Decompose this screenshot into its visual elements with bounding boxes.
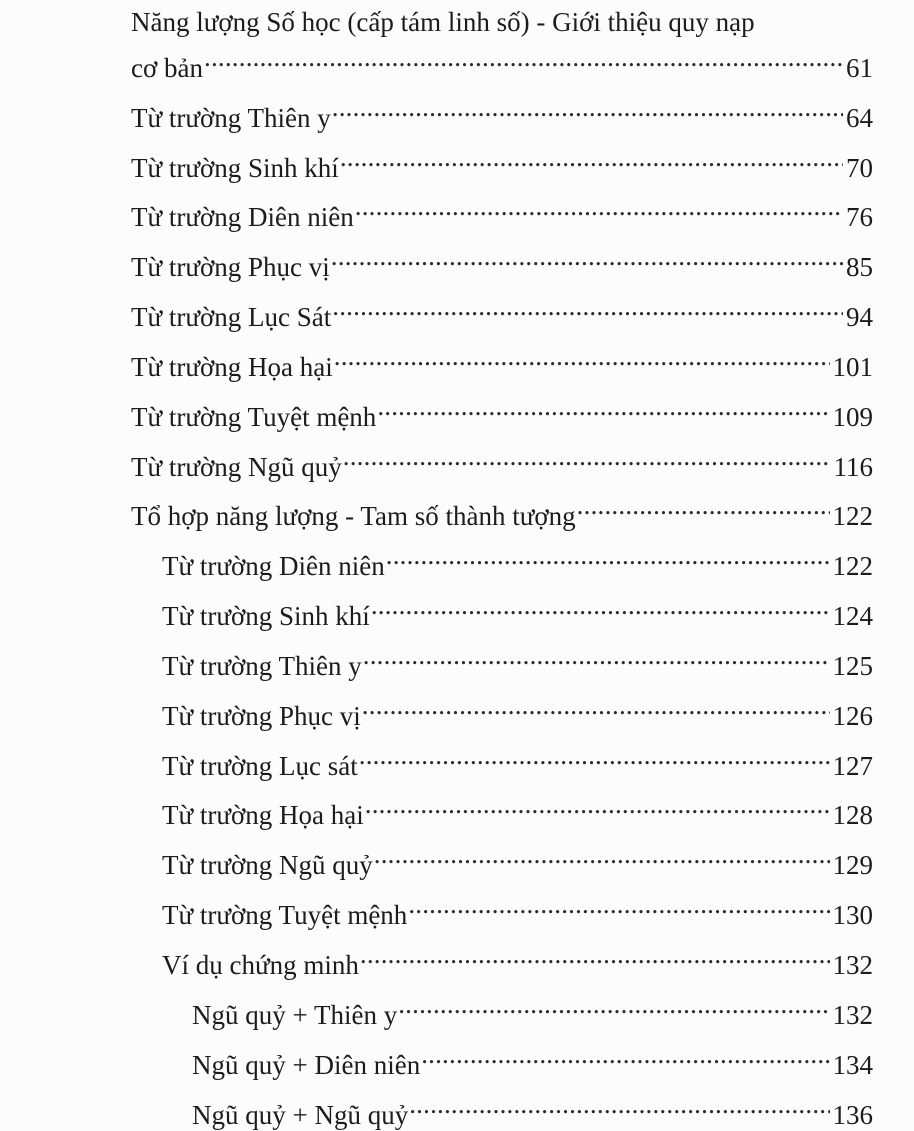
dot-leader xyxy=(374,834,830,874)
toc-entry-title: Từ trường Họa hại xyxy=(162,800,364,830)
toc-page-number: 126 xyxy=(832,701,873,731)
toc-entry-title: Từ trường Diên niên xyxy=(162,551,385,581)
toc-page-number: 127 xyxy=(832,751,873,781)
toc-entry-title: Ngũ quỷ + Thiên y xyxy=(192,1000,398,1030)
toc-page-number: 132 xyxy=(832,1000,873,1030)
toc-subentry[interactable] xyxy=(162,834,873,880)
toc-entry[interactable] xyxy=(131,137,873,183)
dot-leader xyxy=(359,735,830,775)
toc-entry-title: Từ trường Diên niên xyxy=(131,202,354,232)
toc-entry-title: Từ trường Tuyệt mệnh xyxy=(162,900,408,930)
toc-page-number: 76 xyxy=(846,202,873,232)
toc-entry-first-line2[interactable] xyxy=(131,37,873,83)
toc-entry[interactable] xyxy=(131,87,873,133)
dot-leader xyxy=(408,884,829,924)
toc-entry-title: Ngũ quỷ + Diên niên xyxy=(192,1050,421,1080)
toc-subsubentry[interactable] xyxy=(192,1034,873,1080)
toc-page-number: 64 xyxy=(846,103,873,133)
dot-leader xyxy=(360,934,830,974)
toc-entry[interactable] xyxy=(131,236,873,282)
toc-subsubentry[interactable] xyxy=(192,984,873,1030)
toc-entry-title: Từ trường Phục vị xyxy=(131,252,330,282)
toc-page-number: 132 xyxy=(832,950,873,980)
toc-page-number: 94 xyxy=(846,302,873,332)
toc-page-number: 122 xyxy=(832,551,873,581)
dot-leader xyxy=(331,236,843,276)
toc-page-number: 129 xyxy=(832,850,873,880)
toc-subentry[interactable] xyxy=(162,735,873,781)
toc-entry-title: Từ trường Lục Sát xyxy=(131,302,332,332)
dot-leader xyxy=(421,1034,829,1074)
toc-entry-title: Ví dụ chứng minh xyxy=(162,950,359,980)
toc-entry-title: Tổ hợp năng lượng - Tam số thành tượng xyxy=(131,501,576,531)
toc-entry-title: Từ trường Thiên y xyxy=(162,651,362,681)
toc-page-number: 61 xyxy=(846,53,873,83)
toc-entry-first[interactable] xyxy=(131,2,873,42)
toc-subsubentry[interactable] xyxy=(192,1084,873,1130)
dot-leader xyxy=(409,1084,829,1124)
toc-entry[interactable] xyxy=(131,485,873,531)
toc-page-number: 122 xyxy=(832,501,873,531)
toc-entry-title: Từ trường Sinh khí xyxy=(131,153,339,183)
dot-leader xyxy=(371,585,830,625)
toc-subentry[interactable] xyxy=(162,635,873,681)
toc-subentry[interactable] xyxy=(162,784,873,830)
toc-page-number: 128 xyxy=(832,800,873,830)
dot-leader xyxy=(362,685,830,725)
toc-entry-title: Từ trường Ngũ quỷ xyxy=(131,452,342,482)
toc-page-number: 130 xyxy=(832,900,873,930)
dot-leader xyxy=(204,37,843,77)
toc-entry-title: Ngũ quỷ + Ngũ quỷ xyxy=(192,1100,409,1130)
toc-page-number: 136 xyxy=(832,1100,873,1130)
toc-entry-title: Từ trường Họa hại xyxy=(131,352,333,382)
dot-leader xyxy=(343,436,831,476)
toc-entry[interactable] xyxy=(131,186,873,232)
toc-entry-title-line1: Năng lượng Số học (cấp tám linh số) - Giới thiệu quy nạp xyxy=(131,7,755,37)
toc-subentry[interactable] xyxy=(162,934,873,980)
toc-page-number: 124 xyxy=(832,601,873,631)
toc-page-number: 125 xyxy=(832,651,873,681)
toc-subentry[interactable] xyxy=(162,685,873,731)
dot-leader xyxy=(386,535,830,575)
toc-entry[interactable] xyxy=(131,336,873,382)
dot-leader xyxy=(355,186,843,226)
dot-leader xyxy=(334,336,830,376)
toc-entry[interactable] xyxy=(131,386,873,432)
toc-entry[interactable] xyxy=(131,286,873,332)
dot-leader xyxy=(577,485,830,525)
toc-page-number: 134 xyxy=(832,1050,873,1080)
toc-entry-title: Từ trường Thiên y xyxy=(131,103,331,133)
toc-page-number: 109 xyxy=(832,402,873,432)
toc-page-number: 70 xyxy=(846,153,873,183)
toc-entry-title-line2: cơ bản xyxy=(131,53,203,83)
toc-subentry[interactable] xyxy=(162,535,873,581)
toc-entry-title: Từ trường Ngũ quỷ xyxy=(162,850,373,880)
toc-entry-title: Từ trường Lục sát xyxy=(162,751,358,781)
toc-page-number: 116 xyxy=(833,452,873,482)
dot-leader xyxy=(377,386,829,426)
toc-entry-title: Từ trường Sinh khí xyxy=(162,601,370,631)
toc-entry[interactable] xyxy=(131,436,873,482)
toc-page-number: 85 xyxy=(846,252,873,282)
dot-leader xyxy=(332,286,843,326)
toc-entry-title: Từ trường Phục vị xyxy=(162,701,361,731)
dot-leader xyxy=(332,87,843,127)
toc-subentry[interactable] xyxy=(162,884,873,930)
dot-leader xyxy=(365,784,830,824)
toc-entry-title: Từ trường Tuyệt mệnh xyxy=(131,402,377,432)
dot-leader xyxy=(340,137,843,177)
toc-subentry[interactable] xyxy=(162,585,873,631)
dot-leader xyxy=(363,635,830,675)
toc-page-number: 101 xyxy=(832,352,873,382)
dot-leader xyxy=(398,984,829,1024)
